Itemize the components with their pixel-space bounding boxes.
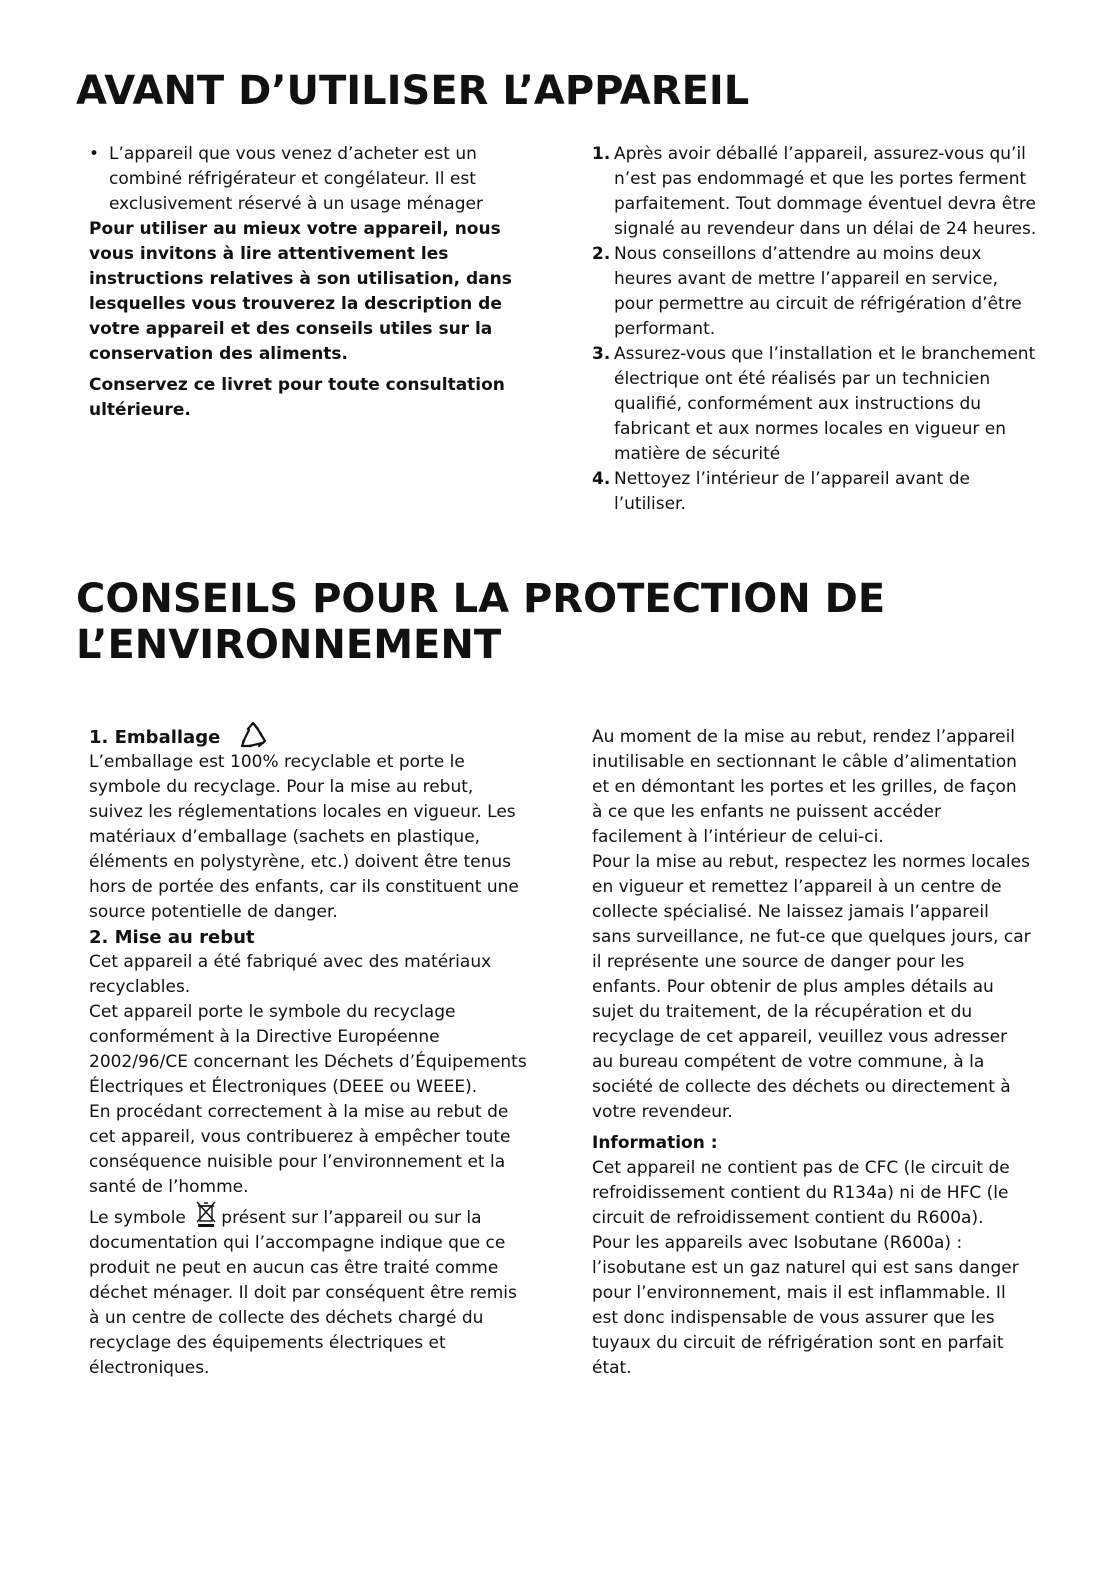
rebut-text-3: En procédant correctement à la mise au rebut de cet appareil, vous contribuerez à empêcher toute conséquence nuisible pour l’environnement et la santé de l’homme. <box>89 1102 511 1197</box>
recycle-icon <box>237 721 269 749</box>
steps-column <box>592 142 1037 517</box>
information-heading: Information : <box>592 1133 718 1153</box>
step-item <box>592 242 1037 342</box>
step-number: 3. <box>592 344 611 364</box>
information-text-2: Pour les appareils avec Isobutane (R600a) : l’isobutane est un gaz naturel qui est sans danger pour l’environnement, mais il est inflammable. Il est donc indispensable de vous assurer que les tuyaux du circuit de réfrigération sont en parfait état. <box>592 1233 1019 1378</box>
intro-bold-paragraph: Pour utiliser au mieux votre appareil, nous vous invitons à lire attentivement les instructions relatives à son utilisation, dans lesquelles vous trouverez la description de votre appareil et des conseils utiles sur la conservation des aliments. <box>89 219 512 364</box>
emballage-text: L’emballage est 100% recyclable et porte le symbole du recyclage. Pour la mise au rebut, suivez les réglementations locales en vigueur. Les matériaux d’emballage (sachets en plastique, éléments en polystyrène, etc.) doivent être tenus hors de portée des enfants, car ils constituent une source potentielle de danger. <box>89 752 519 922</box>
step-number: 2. <box>592 244 611 264</box>
step-text: Nous conseillons d’attendre au moins deux heures avant de mettre l’appareil en service, pour permettre au circuit de réfrigération d’être performant. <box>614 244 1022 339</box>
keep-booklet-paragraph: Conservez ce livret pour toute consultation ultérieure. <box>89 375 505 420</box>
rebut-collect-text: Pour la mise au rebut, respectez les normes locales en vigueur et remettez l’appareil à un centre de collecte spécialisé. Ne laissez jamais l’appareil sans surveillance, ne fut-ce que quelques jours, car il représente une source de danger pour les enfants. Pour obtenir de plus amples détails au sujet du traitement, de la récupération et du recyclage de cet appareil, veuillez vous adresser au bureau compétent de votre commune, à la société de collecte des déchets ou directement à votre revendeur. <box>592 852 1031 1122</box>
rebut-text-2: Cet appareil porte le symbole du recyclage conformément à la Directive Européenne 2002/96/CE concernant les Déchets d’Équipements Électriques et Électroniques (DEEE ou WEEE). <box>89 1002 527 1097</box>
environment-right-column <box>592 725 1032 1381</box>
crossed-bin-icon <box>195 1200 217 1228</box>
step-text: Assurez-vous que l’installation et le branchement électrique ont été réalisés par un technicien qualifié, conformément aux instructions du fabricant et aux normes locales en vigueur en matière de sécurité <box>614 344 1036 464</box>
rebut-heading: 2. Mise au rebut <box>89 927 255 948</box>
bullet-dot: • <box>89 144 100 164</box>
step-item <box>592 467 1037 517</box>
step-item <box>592 342 1037 467</box>
step-text: Nettoyez l’intérieur de l’appareil avant de l’utiliser. <box>614 469 970 514</box>
steps-list <box>592 142 1037 517</box>
emballage-heading <box>89 725 529 750</box>
emballage-heading-text: 1. Emballage <box>89 727 221 748</box>
rebut-disable-text: Au moment de la mise au rebut, rendez l’appareil inutilisable en sectionnant le câble d’alimentation et en démontant les portes et les grilles, de façon à ce que les enfants ne puissent accéder facilement à l’intérieur de celui-ci. <box>592 727 1017 847</box>
rebut-text-1: Cet appareil a été fabriqué avec des matériaux recyclables. <box>89 952 492 997</box>
step-number: 1. <box>592 144 611 164</box>
step-text: Après avoir déballé l’appareil, assurez-vous qu’il n’est pas endommagé et que les portes ferment parfaitement. Tout dommage éventuel devra être signalé au revendeur dans un délai de 24 heures. <box>614 144 1037 239</box>
intro-bullet-text: L’appareil que vous venez d’acheter est un combiné réfrigérateur et congélateur. Il est exclusivement réservé à un usage ménager <box>109 144 483 214</box>
environment-left-column <box>89 725 529 1381</box>
symbole-paragraph <box>89 1206 529 1381</box>
section-title-avant: AVANT D’UTILISER L’APPAREIL <box>76 68 750 114</box>
step-item <box>592 142 1037 242</box>
symbole-text-before: Le symbole <box>89 1208 186 1228</box>
information-text-1: Cet appareil ne contient pas de CFC (le circuit de refroidissement contient du R134a) ni de HFC (le circuit de refroidissement contient du R600a). <box>592 1158 1010 1228</box>
intro-bullet <box>89 142 529 217</box>
intro-column <box>89 142 529 423</box>
section-title-environnement: CONSEILS POUR LA PROTECTION DE L’ENVIRONNEMENT <box>76 576 886 668</box>
symbole-text-after: présent sur l’appareil ou sur la documentation qui l’accompagne indique que ce produit ne peut en aucun cas être traité comme déchet ménager. Il doit par conséquent être remis à un centre de collecte des déchets chargé du recyclage des équipements électriques et électroniques. <box>89 1208 517 1378</box>
step-number: 4. <box>592 469 611 489</box>
